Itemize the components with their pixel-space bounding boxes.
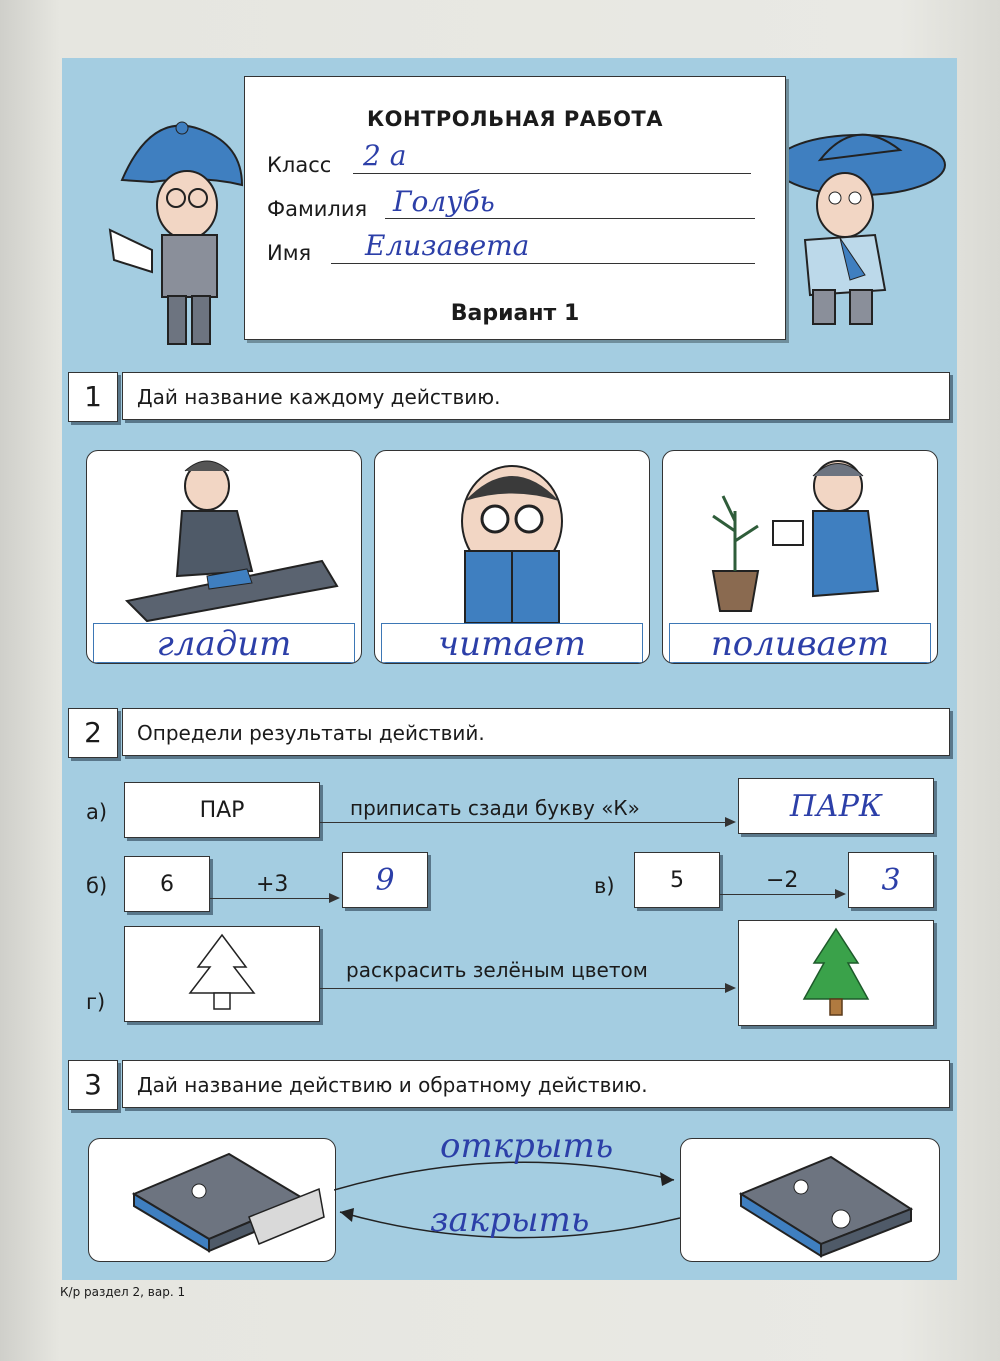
open-matchbox-illustration — [89, 1139, 335, 1261]
surname-label: Фамилия — [267, 197, 368, 221]
boy-reading-illustration — [92, 100, 252, 350]
class-value: 2 а — [363, 139, 407, 172]
panel-reading — [374, 450, 650, 664]
item-b-letter: б) — [86, 874, 108, 898]
panel-ironing — [86, 450, 362, 664]
task3-question: Дай название действию и обратному действию. — [122, 1060, 950, 1108]
item-v-letter: в) — [594, 874, 615, 898]
item-v-operation: −2 — [766, 868, 799, 893]
item-g-letter: г) — [86, 990, 106, 1014]
task1-question: Дай название каждому действию. — [122, 372, 950, 420]
variant-label: Вариант 1 — [450, 301, 580, 326]
answer-watering[interactable]: поливает — [669, 623, 931, 663]
answer-close[interactable]: закрыть — [430, 1200, 590, 1240]
item-a-result[interactable]: ПАРК — [738, 778, 934, 834]
answer-ironing[interactable]: гладит — [93, 623, 355, 663]
green-tree-icon — [740, 921, 932, 1023]
page-title: КОНТРОЛЬНАЯ РАБОТА — [367, 107, 663, 131]
title-card — [244, 76, 786, 340]
item-v-arrow — [720, 894, 844, 895]
boy-with-hat-illustration — [765, 110, 955, 335]
task1-number: 1 — [68, 372, 118, 422]
task2-question: Определи результаты действий. — [122, 708, 950, 756]
page-footer: К/р раздел 2, вар. 1 — [60, 1285, 186, 1299]
watering-illustration — [663, 451, 937, 631]
item-a-start: ПАР — [124, 782, 320, 838]
closed-matchbox-illustration — [681, 1139, 939, 1261]
surname-line — [385, 218, 755, 219]
tree-outline-icon — [126, 927, 318, 1019]
item-b-start: 6 — [124, 856, 210, 912]
name-label: Имя — [267, 241, 312, 265]
item-b-result[interactable]: 9 — [342, 852, 428, 908]
item-v-start: 5 — [634, 852, 720, 908]
item-v-result[interactable]: 3 — [848, 852, 934, 908]
item-b-operation: +3 — [256, 872, 289, 897]
item-g-start — [124, 926, 320, 1022]
panel-watering — [662, 450, 938, 664]
item-a-operation: приписать сзади букву «К» — [350, 796, 640, 820]
panel-box-open — [88, 1138, 336, 1262]
item-g-operation: раскрасить зелёным цветом — [346, 958, 648, 982]
task2-number: 2 — [68, 708, 118, 758]
item-g-arrow — [320, 988, 734, 989]
name-value: Елизавета — [365, 229, 530, 262]
answer-open[interactable]: открыть — [440, 1126, 614, 1166]
item-a-arrow — [320, 822, 734, 823]
task3-number: 3 — [68, 1060, 118, 1110]
panel-box-closed — [680, 1138, 940, 1262]
name-line — [331, 263, 755, 264]
reading-illustration — [375, 451, 649, 631]
item-b-arrow — [210, 898, 338, 899]
class-line — [353, 173, 751, 174]
ironing-illustration — [87, 451, 361, 631]
class-label: Класс — [267, 153, 332, 177]
item-g-result[interactable] — [738, 920, 934, 1026]
surname-value: Голубь — [393, 185, 495, 218]
answer-reading[interactable]: читает — [381, 623, 643, 663]
item-a-letter: а) — [86, 800, 108, 824]
